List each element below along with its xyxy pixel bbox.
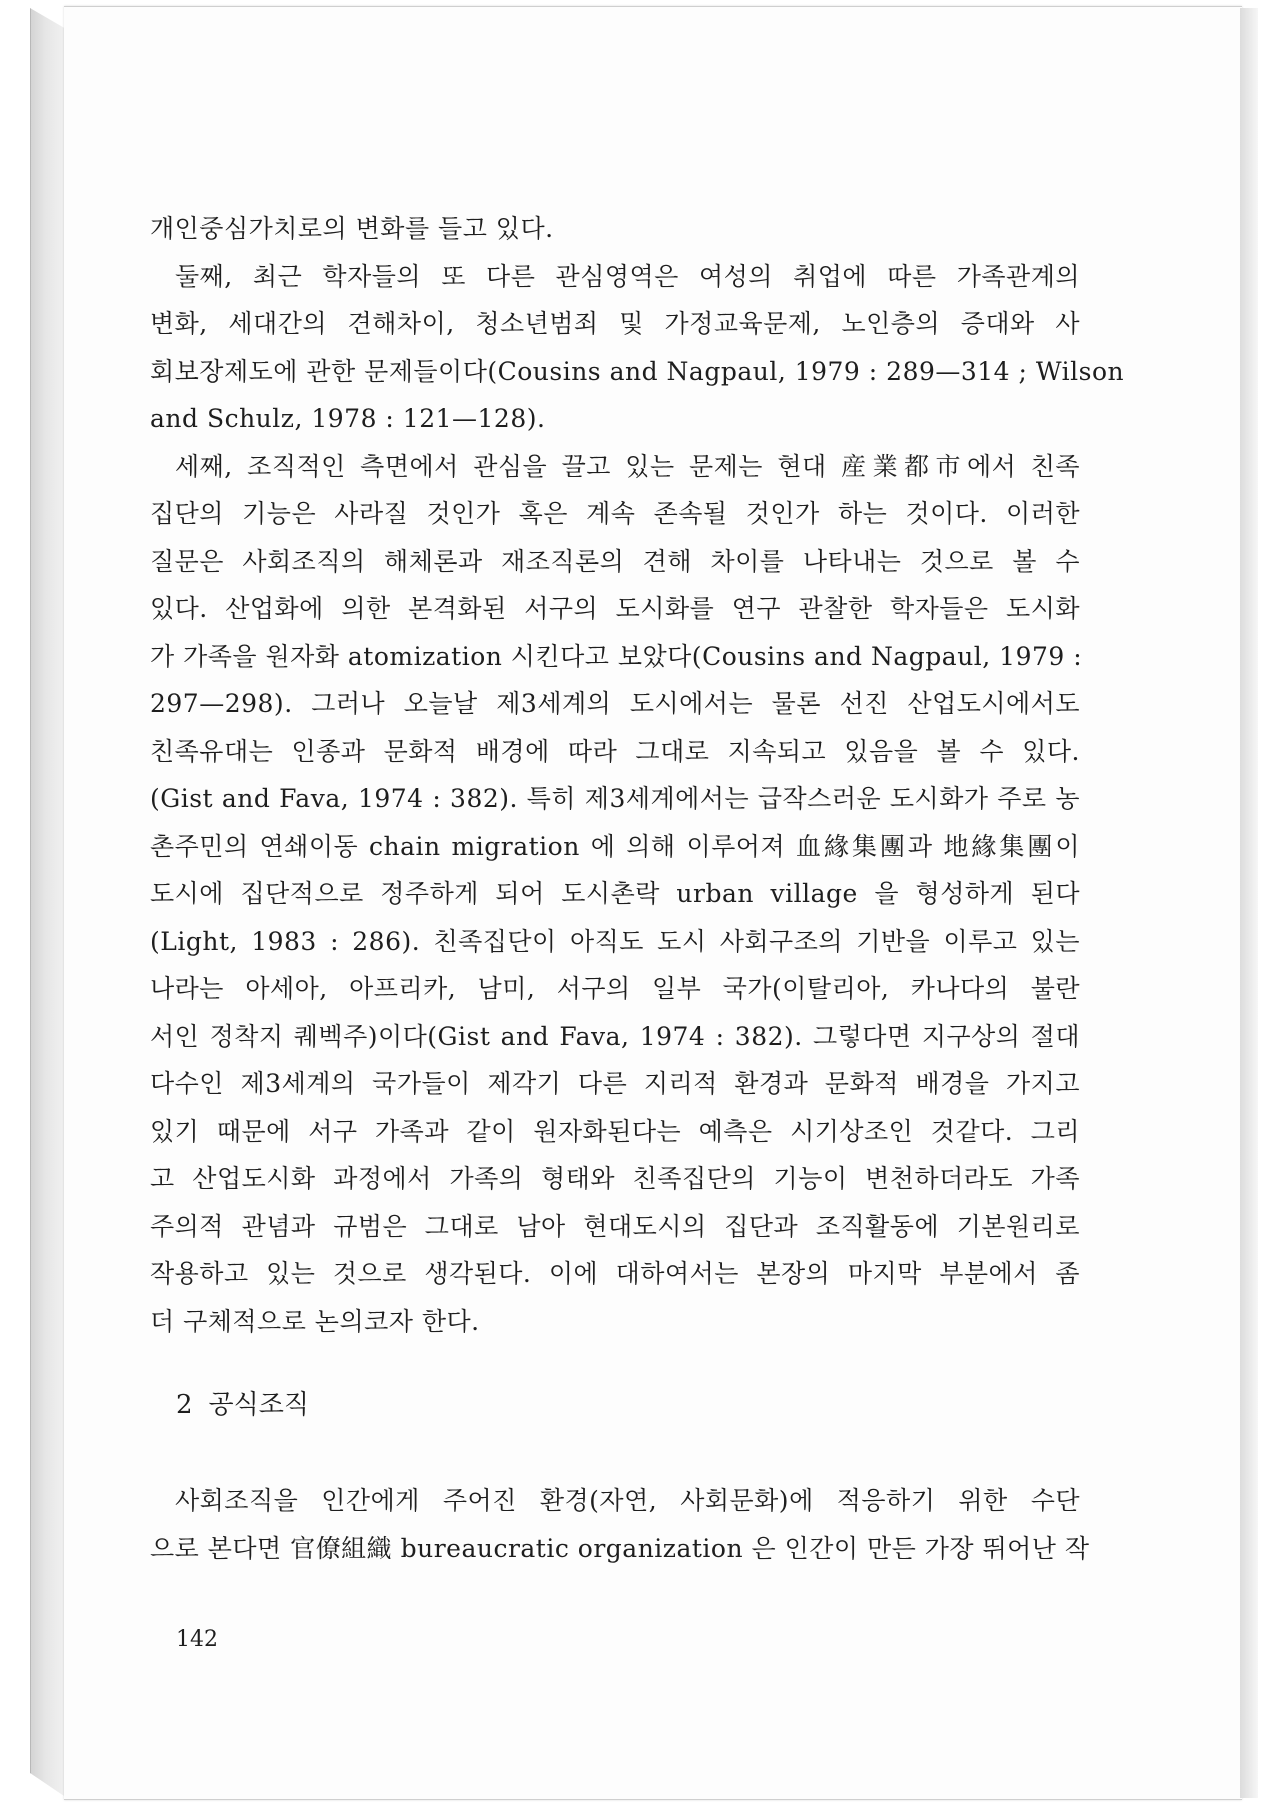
text-line: 다수인 제3세계의 국가들이 제각기 다른 지리적 환경과 문화적 배경을 가지고 xyxy=(150,1069,1080,1098)
text-line: and Schulz, 1978 : 121—128). xyxy=(150,404,546,433)
text-line: 작용하고 있는 것으로 생각된다. 이에 대하여서는 본장의 마지막 부분에서 좀 xyxy=(150,1259,1080,1288)
text-line: 질문은 사회조직의 해체론과 재조직론의 견해 차이를 나타내는 것으로 볼 수 xyxy=(150,546,1080,576)
book-spine xyxy=(30,8,67,1798)
section-number: 2 xyxy=(176,1390,193,1420)
text-line: 서인 정착지 퀘벡주)이다(Gist and Fava, 1974 : 382). 그렇다면 지구상의 절대 xyxy=(150,1021,1080,1051)
text-line: 더 구체적으로 논의코자 한다. xyxy=(150,1306,480,1336)
body-text xyxy=(150,205,1125,1345)
text-line: (Gist and Fava, 1974 : 382). 특히 제3세계에서는 급작스러운 도시화가 주로 농 xyxy=(150,784,1080,813)
text-line: 둘째, 최근 학자들의 또 다른 관심영역은 여성의 취업에 따른 가족관계의 xyxy=(175,261,1080,291)
text-line: 친족유대는 인종과 문화적 배경에 따라 그대로 지속되고 있음을 볼 수 있다. xyxy=(150,736,1080,766)
text-line: 개인중심가치로의 변화를 들고 있다. xyxy=(150,214,554,243)
section-heading xyxy=(176,1384,309,1421)
page-edge-shadow xyxy=(1240,8,1258,1798)
text-line: 회보장제도에 관한 문제들이다(Cousins and Nagpaul, 1979 : 289—314 ; Wilson xyxy=(150,356,1125,386)
section-title: 공식조직 xyxy=(208,1390,310,1420)
text-line: 촌주민의 연쇄이동 chain migration 에 의해 이루어져 血緣集團과 地緣集團이 xyxy=(150,831,1080,861)
text-line: 사회조직을 인간에게 주어진 환경(자연, 사회문화)에 적응하기 위한 수단 xyxy=(175,1486,1080,1515)
text-line: 나라는 아세아, 아프리카, 남미, 서구의 일부 국가(이탈리아, 카나다의 불란 xyxy=(150,974,1080,1003)
page-number: 142 xyxy=(176,1627,218,1652)
text-line: 으로 본다면 官僚組織 bureaucratic organization 은 인간이 만든 가장 뛰어난 작 xyxy=(150,1533,1090,1563)
text-line: 297—298). 그러나 오늘날 제3세계의 도시에서는 물론 선진 산업도시에서도 xyxy=(150,689,1080,718)
text-line: 가 가족을 원자화 atomization 시킨다고 보았다(Cousins and Nagpaul, 1979 : xyxy=(150,641,1083,671)
section-body-text xyxy=(150,1477,1090,1572)
text-line: 주의적 관념과 규범은 그대로 남아 현대도시의 집단과 조직활동에 기본원리로 xyxy=(150,1211,1080,1241)
text-line: 있다. 산업화에 의한 본격화된 서구의 도시화를 연구 관찰한 학자들은 도시화 xyxy=(150,594,1080,623)
text-line: (Light, 1983 : 286). 친족집단이 아직도 도시 사회구조의 기반을 이루고 있는 xyxy=(150,926,1080,956)
text-line: 변화, 세대간의 견해차이, 청소년범죄 및 가정교육문제, 노인층의 증대와 사 xyxy=(150,309,1080,338)
text-line: 집단의 기능은 사라질 것인가 혹은 계속 존속될 것인가 하는 것이다. 이러한 xyxy=(150,499,1080,528)
text-line: 도시에 집단적으로 정주하게 되어 도시촌락 urban village 을 형성하게 된다 xyxy=(150,879,1080,908)
text-line: 있기 때문에 서구 가족과 같이 원자화된다는 예측은 시기상조인 것같다. 그리 xyxy=(150,1116,1080,1146)
text-line: 세째, 조직적인 측면에서 관심을 끌고 있는 문제는 현대 産業都市에서 친족 xyxy=(175,451,1080,481)
text-line: 고 산업도시화 과정에서 가족의 형태와 친족집단의 기능이 변천하더라도 가족 xyxy=(150,1164,1080,1193)
